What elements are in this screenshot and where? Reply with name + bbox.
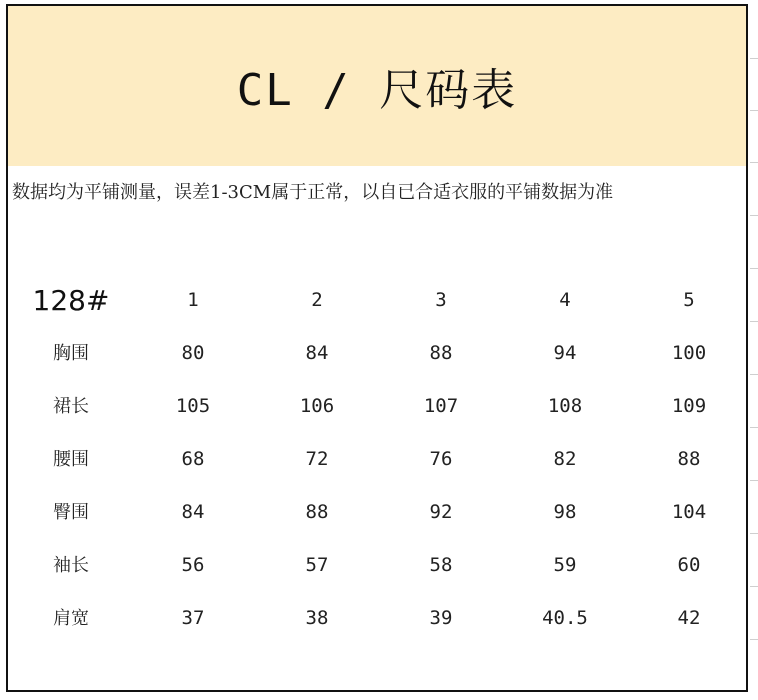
- gridline: [750, 58, 758, 59]
- table-row: [8, 433, 746, 486]
- measure-value: 108: [547, 395, 583, 417]
- table-row: [8, 539, 746, 592]
- measure-label: 肩宽: [53, 608, 89, 629]
- gridline: [750, 268, 758, 269]
- measure-value: 98: [553, 501, 577, 523]
- gridline: [750, 110, 758, 111]
- measure-value: 56: [181, 554, 205, 576]
- measure-label: 胸围: [53, 343, 89, 364]
- table-row: [8, 327, 746, 380]
- measure-label: 裙长: [53, 396, 89, 417]
- title-banner: [8, 6, 746, 166]
- measure-value: 72: [305, 448, 329, 470]
- measure-value: 82: [553, 448, 577, 470]
- measure-value: 68: [181, 448, 205, 470]
- measure-value: 38: [305, 607, 329, 629]
- measurement-note: 数据均为平铺测量，误差1-3CM属于正常，以自已合适衣服的平铺数据为准: [12, 182, 614, 203]
- gridline: [750, 586, 758, 587]
- measure-value: 84: [181, 501, 205, 523]
- gridline: [750, 215, 758, 216]
- measure-label: 腰围: [53, 449, 89, 470]
- gridline: [750, 374, 758, 375]
- measure-label: 臀围: [53, 502, 89, 523]
- measure-value: 76: [429, 448, 453, 470]
- grid-edge: [750, 0, 758, 700]
- table-header-row: [8, 274, 746, 327]
- measure-value: 84: [305, 342, 329, 364]
- measure-value: 60: [677, 554, 701, 576]
- model-number: 128#: [32, 284, 110, 317]
- measure-value: 104: [671, 501, 707, 523]
- page-title: CL / 尺码表: [236, 65, 518, 116]
- measure-value: 94: [553, 342, 577, 364]
- measure-value: 40.5: [542, 607, 588, 629]
- size-header: 5: [683, 289, 695, 311]
- table-row: [8, 592, 746, 645]
- gridline: [750, 533, 758, 534]
- measure-value: 88: [305, 501, 329, 523]
- measure-value: 42: [677, 607, 701, 629]
- measure-value: 109: [671, 395, 707, 417]
- measure-value: 105: [175, 395, 211, 417]
- measure-value: 88: [429, 342, 453, 364]
- measure-value: 80: [181, 342, 205, 364]
- measure-value: 107: [423, 395, 459, 417]
- measure-label: 袖长: [53, 555, 89, 576]
- gridline: [750, 427, 758, 428]
- size-header: 2: [311, 289, 323, 311]
- size-header: 1: [187, 289, 199, 311]
- size-chart-sheet: [6, 4, 748, 692]
- gridline: [750, 321, 758, 322]
- measure-value: 92: [429, 501, 453, 523]
- table-row: [8, 486, 746, 539]
- measure-value: 106: [299, 395, 335, 417]
- measure-value: 59: [553, 554, 577, 576]
- size-header: 3: [435, 289, 447, 311]
- measure-value: 88: [677, 448, 701, 470]
- measure-value: 58: [429, 554, 453, 576]
- size-header: 4: [559, 289, 571, 311]
- gridline: [750, 639, 758, 640]
- table-row: [8, 380, 746, 433]
- gridline: [750, 480, 758, 481]
- gridline: [750, 162, 758, 163]
- measure-value: 57: [305, 554, 329, 576]
- measure-value: 39: [429, 607, 453, 629]
- measure-value: 37: [181, 607, 205, 629]
- measure-value: 100: [671, 342, 707, 364]
